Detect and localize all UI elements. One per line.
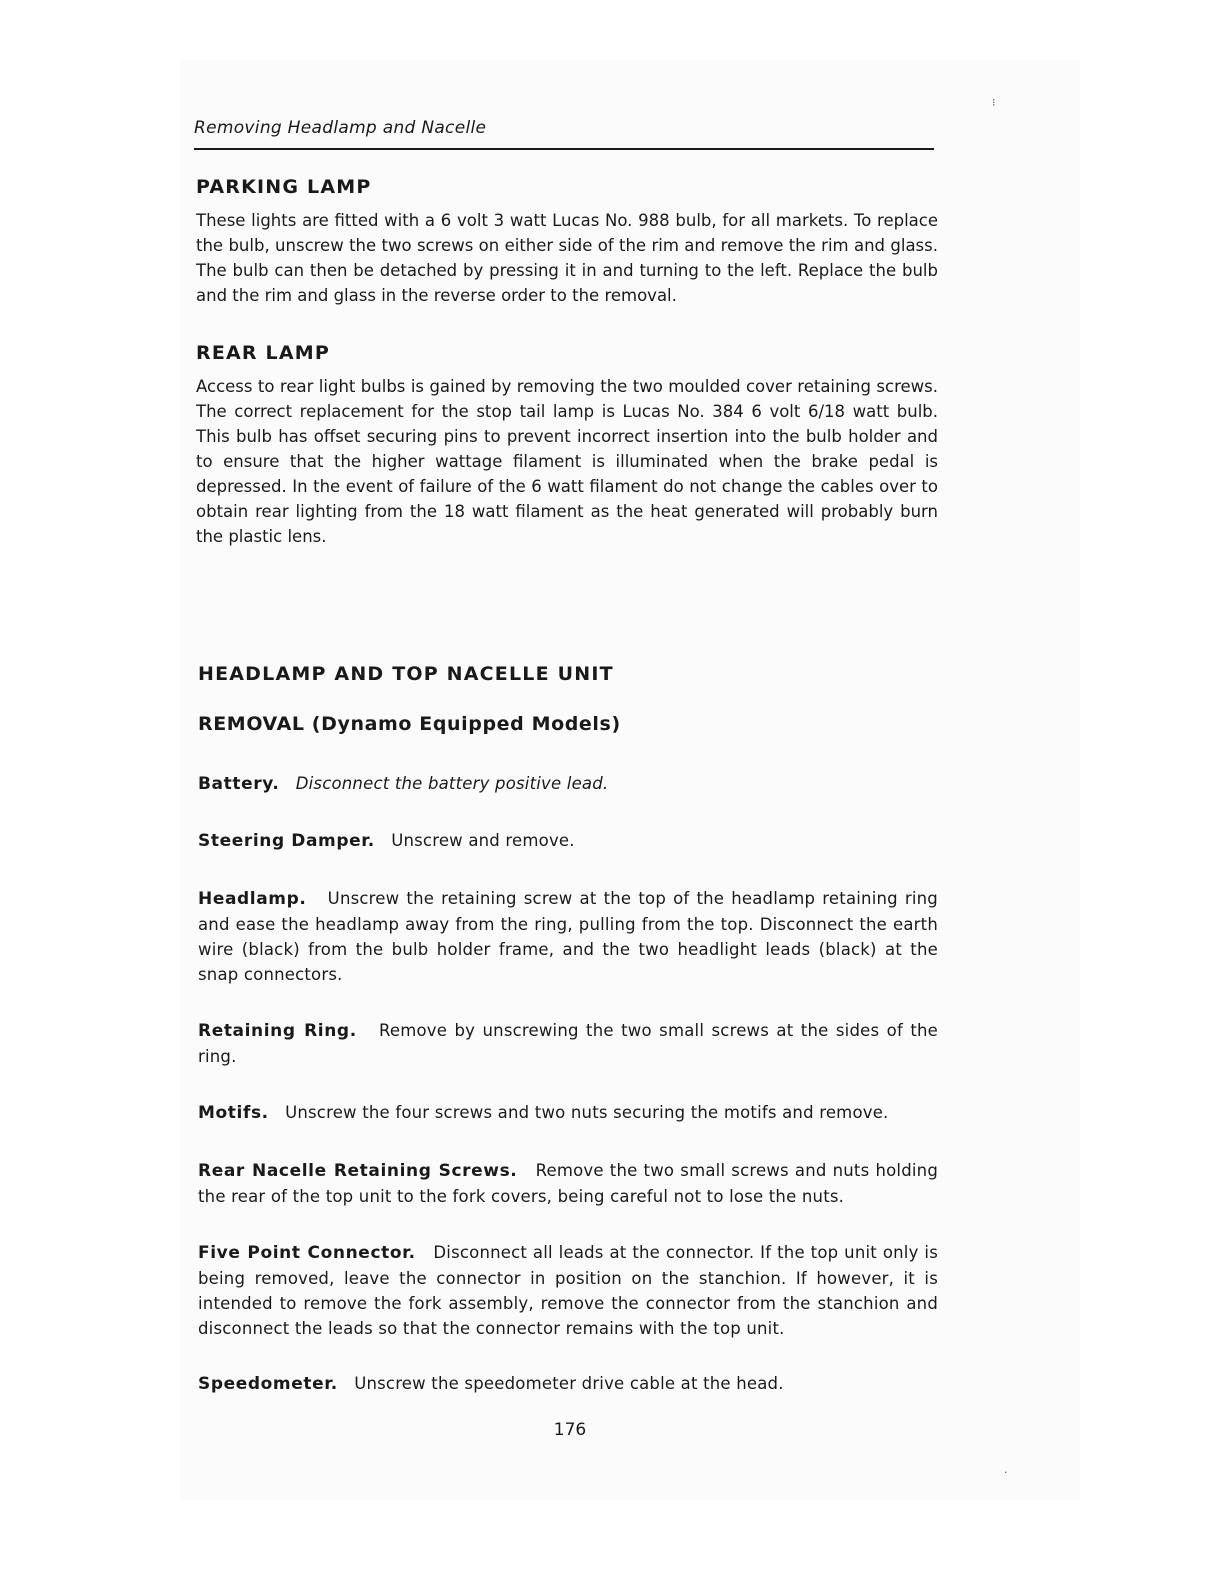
step-text: Disconnect the battery positive lead. — [295, 774, 609, 793]
step-text: Remove the two small screws and nuts holding the rear of the top unit to the fork covers, being careful not to lose the nuts. — [198, 1161, 938, 1206]
step-headlamp — [198, 886, 938, 987]
step-label: Rear Nacelle Retaining Screws. — [198, 1161, 518, 1181]
headlamp-section-heading: HEADLAMP AND TOP NACELLE UNIT — [198, 663, 614, 685]
step-retaining-ring — [198, 1018, 938, 1069]
parking-lamp-heading: PARKING LAMP — [196, 176, 372, 198]
step-motifs — [198, 1100, 938, 1126]
header-title: Removing Headlamp and Nacelle — [194, 118, 487, 138]
step-label: Retaining Ring. — [198, 1021, 357, 1041]
rear-lamp-paragraph: Access to rear light bulbs is gained by removing the two moulded cover retaining screws. The correct replacement for the stop tail lamp is Lucas No. 384 6 volt 6/18 watt bulb. This bulb has offset securing pins to prevent incorrect insertion into the bulb holder and to ensure that the higher wattage filament is illuminated when the brake pedal is depressed. In the event of failure of the 6 watt filament do not change the cables over to obtain rear lighting from the 18 watt filament as the heat generated will probably burn the plastic lens. — [196, 377, 938, 546]
scan-speck: · — [1004, 1466, 1008, 1479]
step-rear-nacelle-screws — [198, 1158, 938, 1209]
step-text: Remove by unscrewing the two small screws at the sides of the ring. — [198, 1021, 939, 1066]
step-label: Speedometer. — [198, 1374, 338, 1394]
removal-subheading: REMOVAL (Dynamo Equipped Models) — [198, 713, 621, 735]
scan-speck: ⁝ — [992, 96, 996, 109]
step-text: Disconnect all leads at the connector. If the top unit only is being removed, leave the connector in position on the stanchion. If however, it is intended to remove the fork assembly, remove the connector from the stanchion and disconnect the leads so that the connector remains with the top unit. — [198, 1243, 938, 1338]
parking-lamp-paragraph: These lights are fitted with a 6 volt 3 watt Lucas No. 988 bulb, for all markets. To replace the bulb, unscrew the two screws on either side of the rim and remove the rim and glass. The bulb can then be detached by pressing it in and turning to the left. Replace the bulb and the rim and glass in the reverse order to the removal. — [196, 211, 938, 305]
step-label: Steering Damper. — [198, 831, 375, 851]
step-text: Unscrew the speedometer drive cable at the head. — [354, 1374, 784, 1393]
rear-lamp-heading: REAR LAMP — [196, 342, 331, 364]
step-text: Unscrew the retaining screw at the top of the headlamp retaining ring and ease the headlamp away from the ring, pulling from the top. Disconnect the earth wire (black) from the bulb holder frame, and the two headlight leads (black) at the snap connectors. — [198, 889, 938, 984]
step-label: Five Point Connector. — [198, 1243, 416, 1263]
step-text: Unscrew and remove. — [391, 831, 575, 850]
step-speedometer — [198, 1371, 938, 1397]
step-steering-damper — [198, 828, 938, 854]
step-text: Unscrew the four screws and two nuts securing the motifs and remove. — [285, 1103, 889, 1122]
step-label: Battery. — [198, 774, 280, 794]
step-label: Headlamp. — [198, 889, 307, 909]
step-five-point-connector — [198, 1240, 938, 1341]
page-number: 176 — [553, 1420, 587, 1440]
step-battery — [198, 771, 938, 797]
step-label: Motifs. — [198, 1103, 269, 1123]
running-header — [194, 116, 934, 150]
